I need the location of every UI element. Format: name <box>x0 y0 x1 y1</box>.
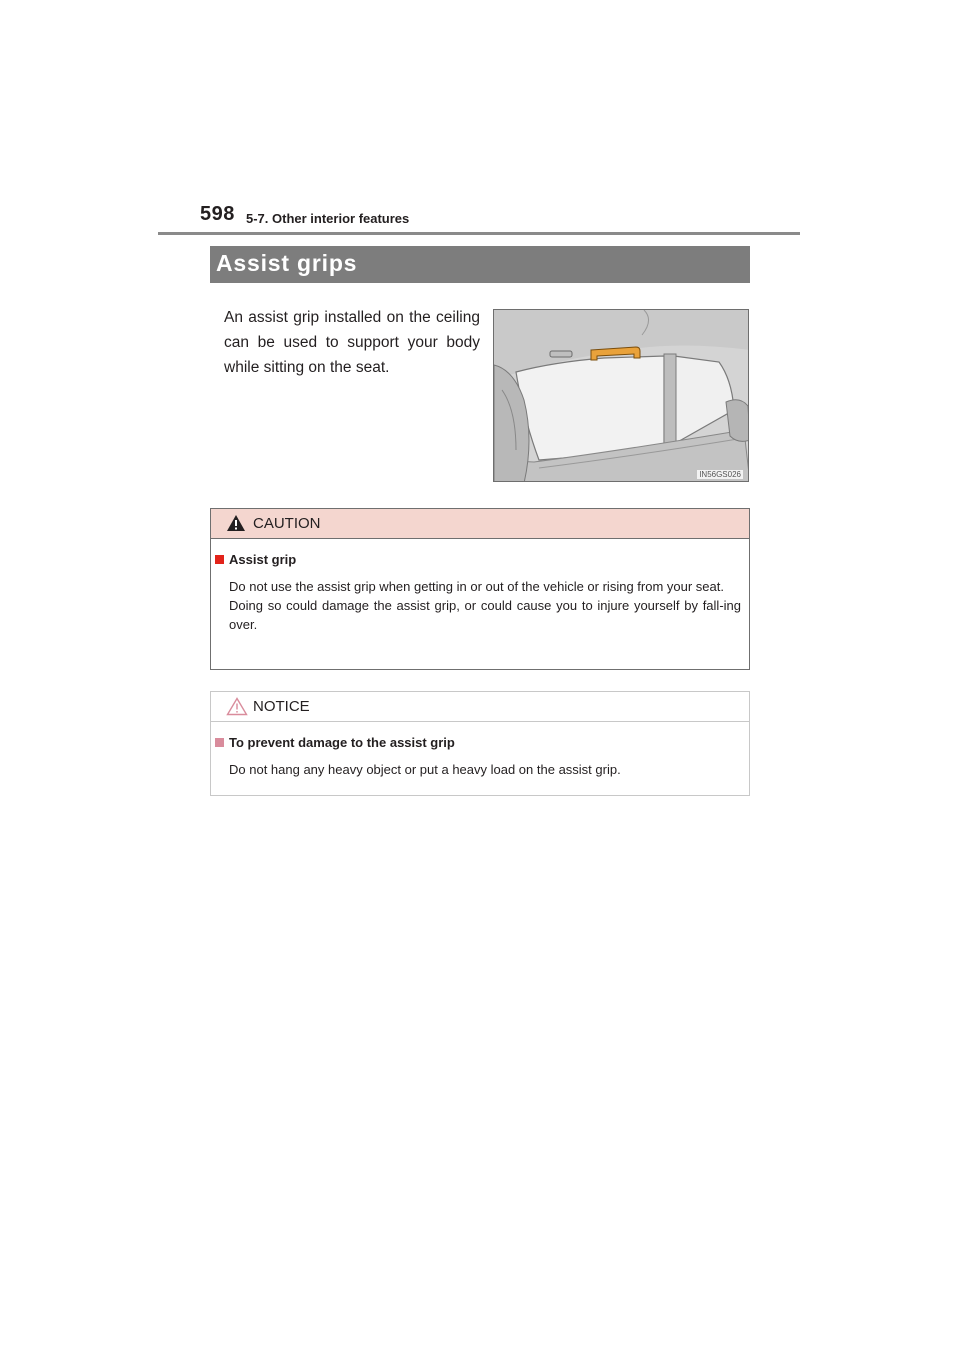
caution-item-title: Assist grip <box>215 552 296 567</box>
warning-triangle-outline-icon <box>226 697 248 716</box>
notice-heading: NOTICE <box>253 698 310 715</box>
caution-paragraph: Doing so could damage the assist grip, or could cause you to injure yourself by fall-ing over. <box>229 598 741 632</box>
notice-paragraph: Do not hang any heavy object or put a heavy load on the assist grip. <box>229 762 621 777</box>
warning-triangle-icon <box>226 514 246 532</box>
bullet-square-icon <box>215 738 224 747</box>
page-number: 598 <box>200 203 235 225</box>
notice-box <box>210 691 750 796</box>
notice-item-title: To prevent damage to the assist grip <box>215 735 455 750</box>
vehicle-interior-drawing <box>494 310 749 482</box>
bullet-square-icon <box>215 555 224 564</box>
section-title-bar <box>210 246 750 283</box>
assist-grip-illustration <box>493 309 749 482</box>
section-reference: 5-7. Other interior features <box>246 211 410 226</box>
caution-item-body <box>229 577 741 634</box>
notice-item-body <box>229 760 741 779</box>
header-divider <box>158 232 800 235</box>
notice-header <box>211 692 749 722</box>
caution-heading: CAUTION <box>253 515 321 532</box>
figure-code: IN56GS026 <box>699 470 741 479</box>
intro-paragraph: An assist grip installed on the ceiling can be used to support your body while sitting on the seat. <box>224 309 480 376</box>
section-title: Assist grips <box>216 250 358 276</box>
caution-header <box>211 509 749 539</box>
caution-box <box>210 508 750 670</box>
caution-paragraph: Do not use the assist grip when getting in or out of the vehicle or rising from your seat. <box>229 579 724 594</box>
